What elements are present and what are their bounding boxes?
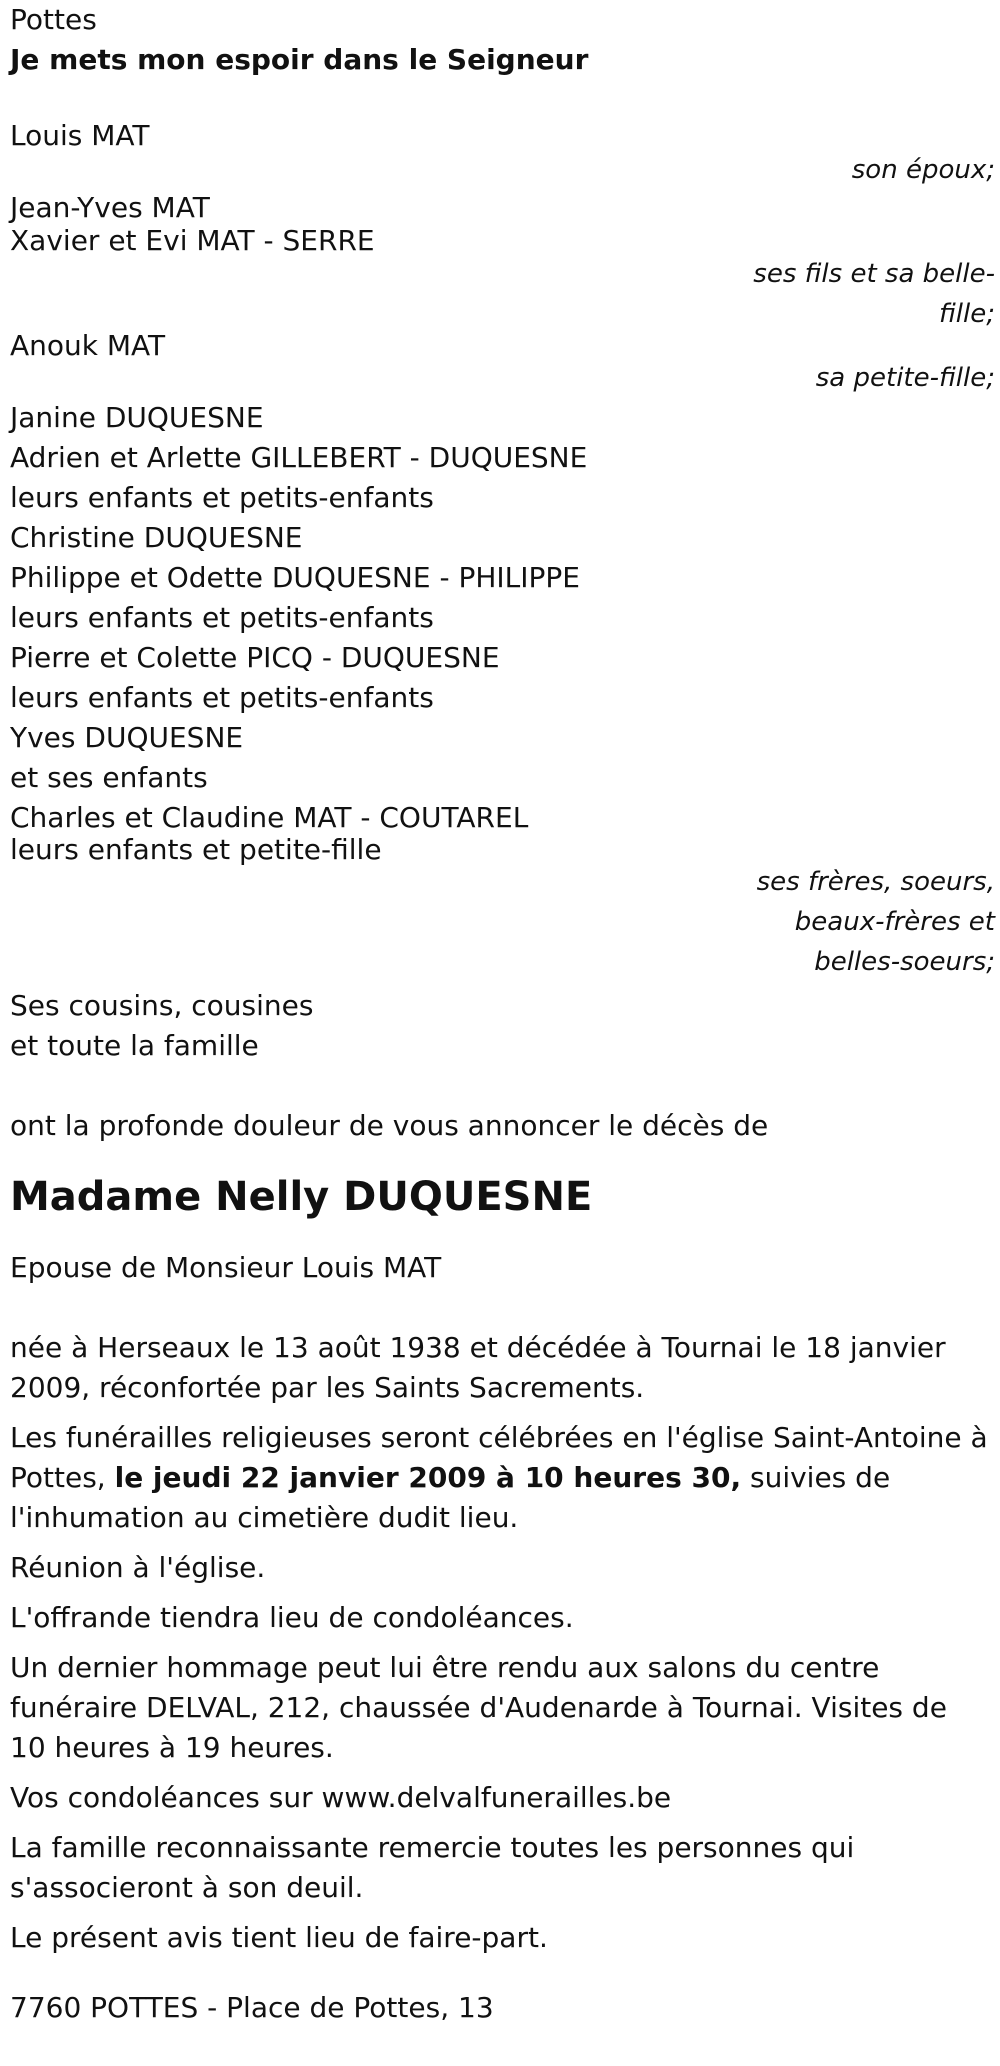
sibling-line: leurs enfants et petite-fille <box>10 833 382 866</box>
sibling-line: Christine DUQUESNE <box>10 521 303 554</box>
family-others: Ses cousins, cousines <box>10 989 314 1022</box>
sibling-line: Charles et Claudine MAT - COUTAREL <box>10 801 529 834</box>
son-name: Xavier et Evi MAT - SERRE <box>10 224 375 257</box>
son-name: Jean-Yves MAT <box>10 191 210 224</box>
siblings-relation: beaux-frères et <box>794 907 995 937</box>
granddaughter-relation: sa petite-fille; <box>815 363 995 393</box>
announcement: ont la profonde douleur de vous annoncer le décès de <box>10 1109 769 1142</box>
siblings-relation: ses frères, soeurs, <box>756 867 995 897</box>
notice-paragraph: Le présent avis tient lieu de faire-part. <box>10 1921 548 1954</box>
spacer <box>10 1288 1000 1328</box>
condolences-paragraph: Vos condoléances sur www.delvalfunerailles.be <box>10 1781 672 1814</box>
motto: Je mets mon espoir dans le Seigneur <box>10 43 589 76</box>
sibling-line: leurs enfants et petits-enfants <box>10 681 434 714</box>
sibling-line: Janine DUQUESNE <box>10 401 264 434</box>
sibling-line: leurs enfants et petits-enfants <box>10 481 434 514</box>
sibling-line: Adrien et Arlette GILLEBERT - DUQUESNE <box>10 441 588 474</box>
thanks-paragraph: La famille reconnaissante remercie toutes les personnes qui s'associeront à son deuil. <box>10 1831 855 1904</box>
granddaughter-name: Anouk MAT <box>10 329 166 362</box>
sons-relation: fille; <box>939 299 995 329</box>
sibling-line: Philippe et Odette DUQUESNE - PHILIPPE <box>10 561 580 594</box>
sibling-line: et ses enfants <box>10 761 208 794</box>
spacer <box>10 80 1000 120</box>
tribute-paragraph: Un dernier hommage peut lui être rendu aux salons du centre funéraire DELVAL, 212, chaussée d'Audenarde à Tournai. Visites de 10 heures à 19 heures. <box>10 1651 947 1764</box>
funeral-text: suivies de l'inhumation au cimetière dudit lieu. <box>10 1461 891 1534</box>
place-name: Pottes <box>10 3 97 36</box>
meeting-paragraph: Réunion à l'église. <box>10 1551 266 1584</box>
sibling-line: leurs enfants et petits-enfants <box>10 601 434 634</box>
spacer <box>10 1146 1000 1166</box>
siblings-relation: belles-soeurs; <box>814 947 995 977</box>
spouse-name: Louis MAT <box>10 119 150 152</box>
spouse-line: Epouse de Monsieur Louis MAT <box>10 1251 442 1284</box>
spacer <box>10 1968 1000 1988</box>
sibling-line: Pierre et Colette PICQ - DUQUESNE <box>10 641 500 674</box>
sons-relation: ses fils et sa belle- <box>753 259 995 289</box>
funeral-text: Les funérailles religieuses seront célébrées en l'église Saint-Antoine à Pottes, <box>10 1421 988 1494</box>
address: 7760 POTTES - Place de Pottes, 13 <box>10 1991 494 2024</box>
funeral-paragraph <box>10 1418 990 1538</box>
sibling-line: Yves DUQUESNE <box>10 721 244 754</box>
spacer <box>10 1066 1000 1106</box>
offering-paragraph: L'offrande tiendra lieu de condoléances. <box>10 1601 574 1634</box>
funeral-date: le jeudi 22 janvier 2009 à 10 heures 30, <box>114 1461 742 1494</box>
spacer <box>10 1228 1000 1248</box>
birth-death-paragraph: née à Herseaux le 13 août 1938 et décédée à Tournai le 18 janvier 2009, réconfortée par les Saints Sacrements. <box>10 1331 946 1404</box>
family-others: et toute la famille <box>10 1029 259 1062</box>
spouse-relation: son époux; <box>851 155 995 185</box>
deceased-name: Madame Nelly DUQUESNE <box>10 1174 593 1220</box>
